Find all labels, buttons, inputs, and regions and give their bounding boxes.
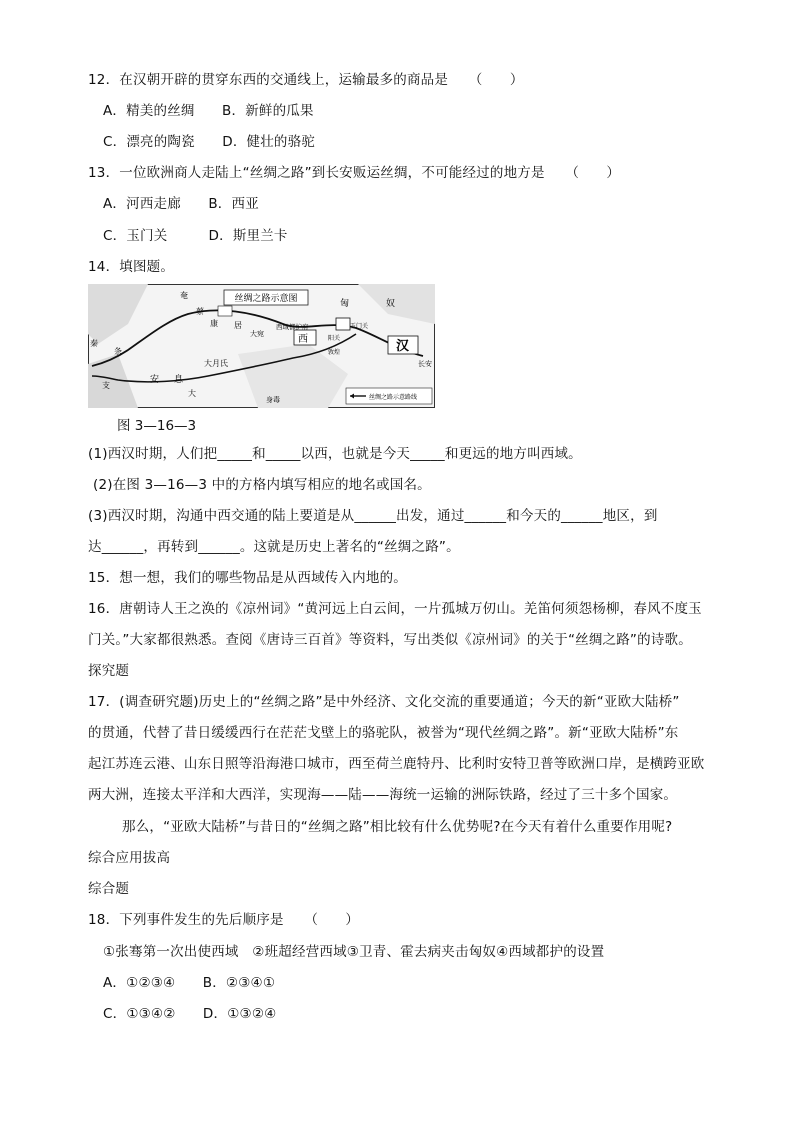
map-label: 敦煌 — [328, 349, 341, 356]
q16-line1: 16．唐朝诗人王之涣的《凉州词》“黄河远上白云间，一片孤城万仞山。羌笛何须怨杨柳，春风不度玉 — [88, 601, 702, 617]
q18-events: ①张骞第一次出使西域 ②班超经营西域③卫青、霍去病夹击匈奴④西域都护的设置 — [103, 944, 605, 960]
silk-road-map — [88, 284, 435, 408]
map-label: 大月氏 — [204, 359, 228, 368]
map-label: 西域都护府 — [276, 323, 309, 331]
q12-options-row1: A．精美的丝绸 B．新鲜的瓜果 — [103, 103, 314, 119]
q13-options-row1: A．河西走廊 B．西亚 — [103, 196, 259, 212]
q12-options-row2: C．漂亮的陶瓷 D．健壮的骆驼 — [103, 134, 316, 150]
map-label: 汉 — [396, 339, 410, 354]
map-label: 身毒 — [266, 396, 280, 404]
map-blank-box-4 — [218, 306, 232, 316]
map-label: 大 — [188, 389, 196, 398]
map-label: 支 — [102, 381, 110, 390]
q13-options-row2: C．玉门关 D．斯里兰卡 — [103, 228, 288, 244]
q14-sub1: (1)西汉时期，人们把_____和_____以西，也就是今天_____和更远的地方叫西域。 — [88, 446, 582, 462]
section-heading-apply: 综合应用拔高 — [88, 850, 171, 866]
map-label: 西 — [298, 334, 308, 345]
q18-stem: 18．下列事件发生的先后顺序是 （ ） — [88, 912, 360, 928]
map-label: 蔡 — [196, 307, 204, 316]
q16-line2: 门关。”大家都很熟悉。查阅《唐诗三百首》等资料，写出类似《凉州词》的关于“丝绸之路”的诗歌。 — [88, 632, 692, 648]
map-label: 息 — [174, 375, 184, 385]
q14-sub3: (3)西汉时期，沟通中西交通的陆上要道是从______出发，通过______和今天的______地区，到 — [88, 508, 658, 524]
map-label: 奴 — [386, 299, 396, 309]
q14-sub2: (2)在图 3—16—3 中的方格内填写相应的地名或国名。 — [93, 477, 431, 493]
q17-line2: 的贯通，代替了昔日缓缓西行在茫茫戈壁上的骆驼队，被誉为“现代丝绸之路”。新“亚欧大陆桥”东 — [88, 725, 679, 741]
q14-sub3-cont: 达______，再转到______。这就是历史上著名的“丝绸之路”。 — [88, 539, 460, 555]
map-label: 安 — [150, 375, 160, 385]
map-legend: 丝绸之路示意路线 — [369, 394, 418, 401]
q18-options-row2: C．①③④② D．①③②④ — [103, 1006, 277, 1022]
map-label: 长安 — [418, 360, 432, 368]
q17-line3: 起江苏连云港、山东日照等沿海港口城市，西至荷兰鹿特丹、比利时安特卫普等欧洲口岸，是横跨亚欧 — [88, 756, 705, 772]
section-heading-comprehensive: 综合题 — [88, 881, 130, 897]
q17-line1: 17．(调查研究题)历史上的“丝绸之路”是中外经济、文化交流的重要通道；今天的新“亚欧大陆桥” — [88, 694, 680, 710]
map-label: 奄 — [180, 291, 188, 300]
q12-stem: 12．在汉朝开辟的贯穿东西的交通线上，运输最多的商品是 （ ） — [88, 72, 524, 88]
map-title: 丝绸之路示意图 — [234, 294, 298, 304]
map-label: 大宛 — [250, 330, 264, 338]
map-label: 康 — [210, 319, 218, 328]
map-blank-box-2 — [336, 318, 350, 330]
q13-stem: 13．一位欧洲商人走陆上“丝绸之路”到长安贩运丝绸，不可能经过的地方是 （ ） — [88, 165, 621, 181]
map-label: 阳关 — [328, 335, 341, 342]
q14-stem: 14．填图题。 — [88, 259, 175, 275]
q15-stem: 15．想一想，我们的哪些物品是从西域传入内地的。 — [88, 570, 407, 586]
map-label: 玉门关 — [350, 323, 369, 330]
q17-line5: 那么，“亚欧大陆桥”与昔日的“丝绸之路”相比较有什么优势呢?在今天有着什么重要作用呢? — [122, 819, 673, 835]
section-heading-explore: 探究题 — [88, 663, 130, 679]
map-label: 秦 — [90, 339, 98, 348]
q18-options-row1: A．①②③④ B．②③④① — [103, 975, 276, 991]
q17-line4: 两大洲，连接太平洋和大西洋，实现海——陆——海统一运输的洲际铁路，经过了三十多个国家。 — [88, 787, 678, 803]
map-label: 条 — [114, 347, 122, 356]
map-label: 居 — [234, 321, 242, 330]
figure-caption: 图 3—16—3 — [117, 418, 197, 434]
map-label: 匈 — [340, 299, 350, 309]
